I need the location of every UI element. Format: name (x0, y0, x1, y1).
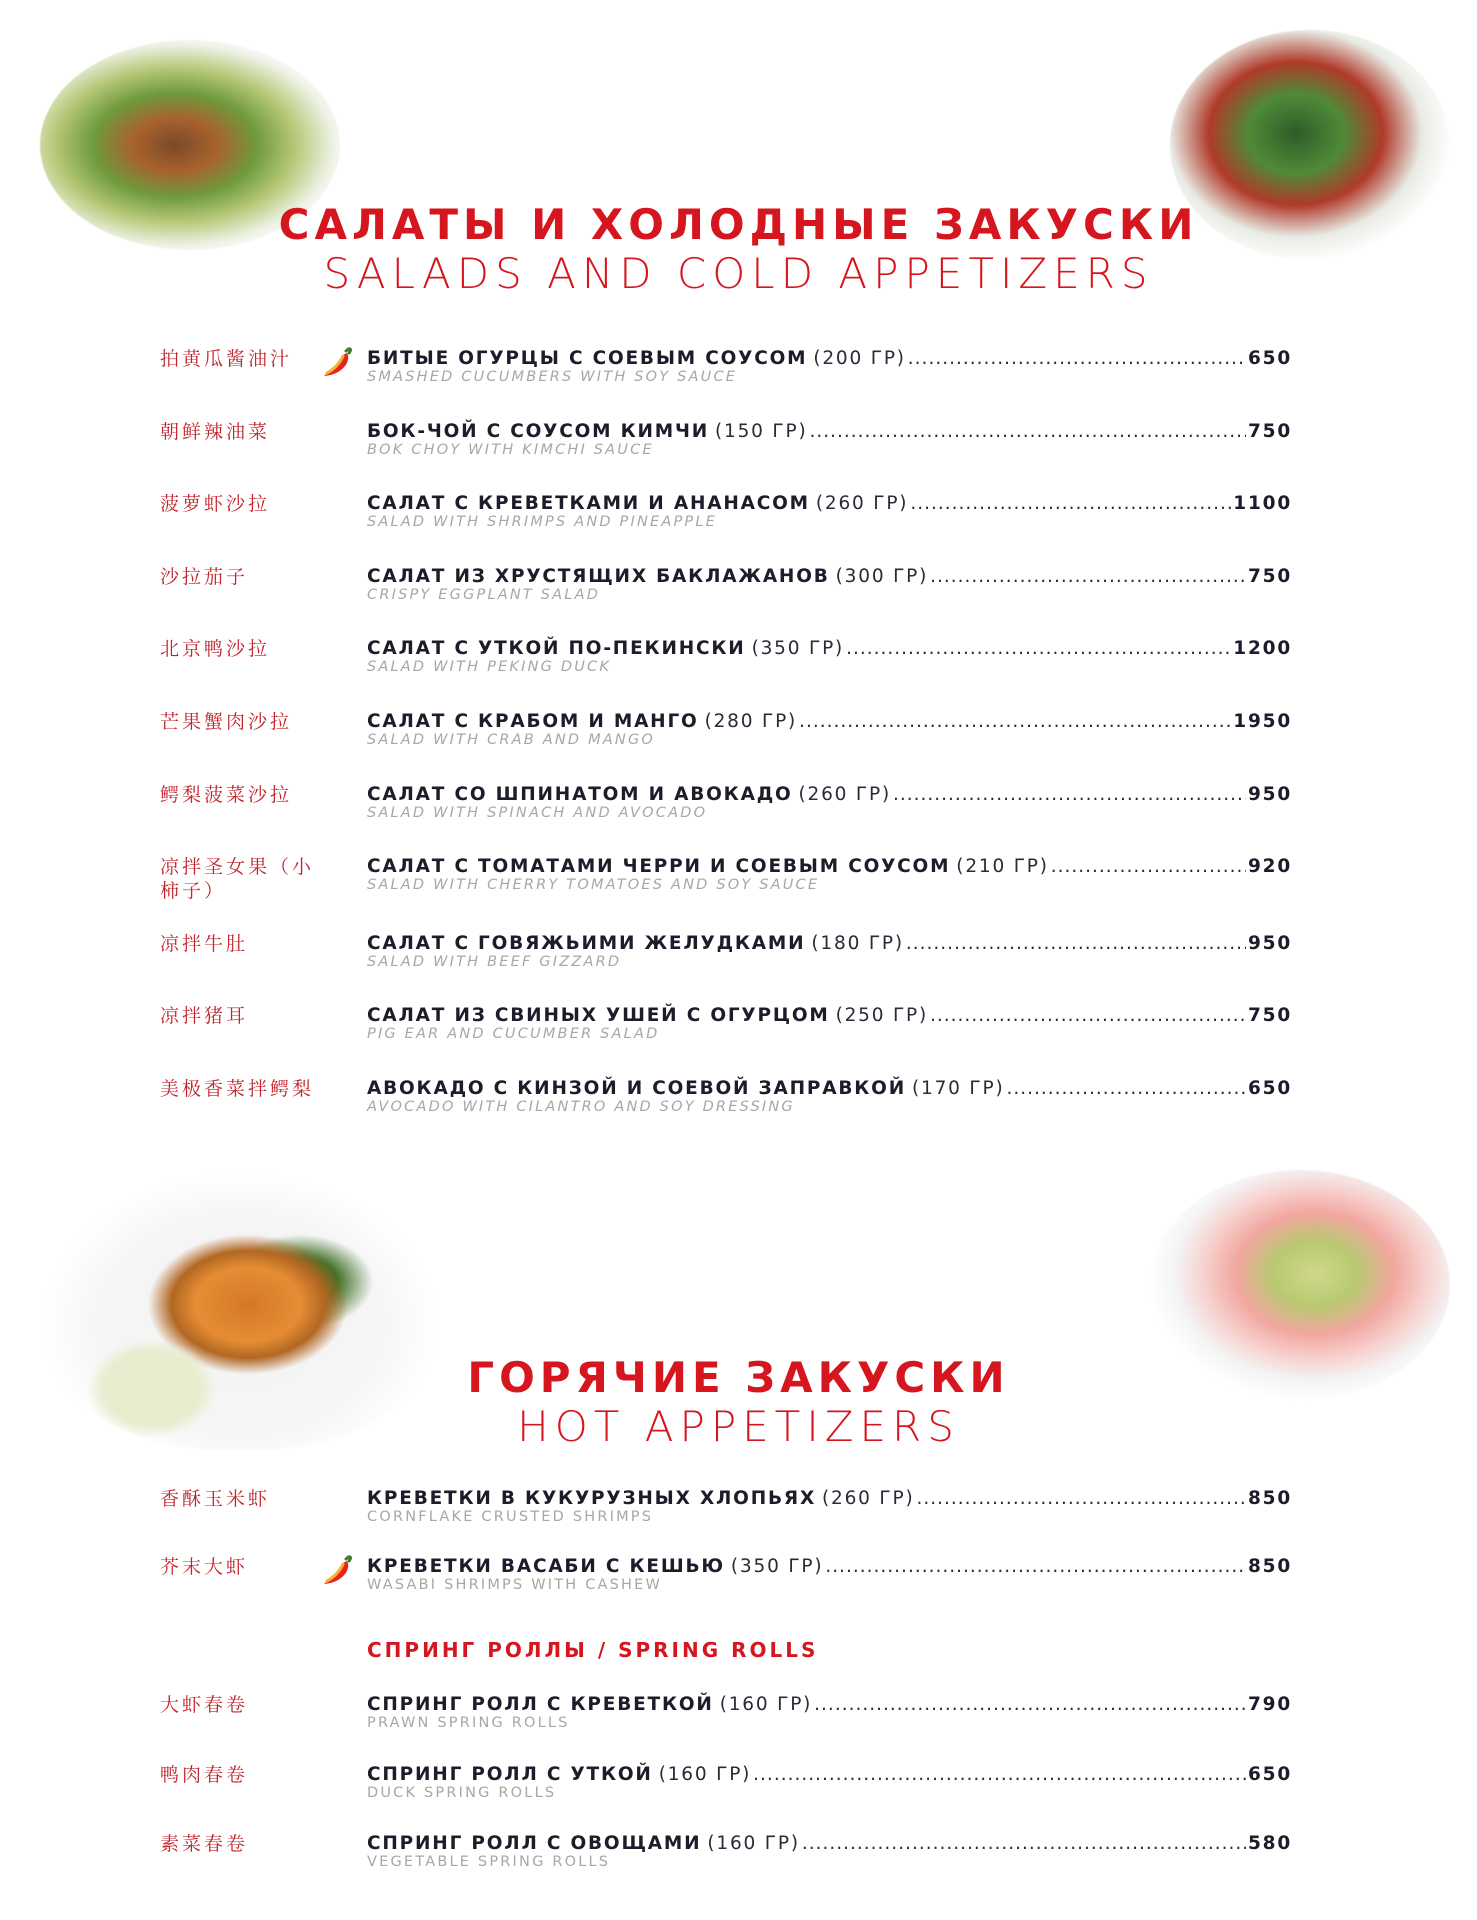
item-main-line (367, 637, 1292, 661)
item-chinese-name: 芥末大虾 (160, 1556, 249, 1578)
item-weight: (160 ГР) (707, 1833, 800, 1854)
menu-item (0, 783, 1477, 843)
dot-leader (906, 932, 1246, 956)
dot-leader (930, 565, 1246, 589)
spring-rolls-heading: СПРИНГ РОЛЛЫ / SPRING ROLLS (367, 1638, 819, 1662)
item-price: 790 (1247, 1694, 1292, 1715)
menu-item (0, 855, 1477, 915)
dot-leader (1051, 855, 1246, 879)
item-chinese-name: 凉拌牛肚 (160, 933, 249, 955)
item-weight: (260 ГР) (815, 493, 909, 514)
item-english-name: PRAWN SPRING ROLLS (367, 1715, 570, 1731)
item-english-name: SALAD WITH CHERRY TOMATOES AND SOY SAUCE (367, 877, 820, 893)
item-price: 750 (1247, 1005, 1292, 1026)
item-chinese-name: 北京鸭沙拉 (160, 638, 271, 660)
item-chinese-name: 凉拌猪耳 (160, 1005, 249, 1027)
item-price: 750 (1247, 421, 1292, 442)
item-chinese-name: 凉拌圣女果（小柿子） (160, 856, 315, 902)
item-price: 1950 (1233, 711, 1292, 732)
item-main-line (367, 932, 1292, 956)
item-weight: (280 ГР) (704, 711, 798, 732)
item-main-line (367, 420, 1292, 444)
menu-item (0, 1004, 1477, 1064)
item-chinese-name: 芒果蟹肉沙拉 (160, 711, 293, 733)
item-chinese-name: 菠萝虾沙拉 (160, 493, 271, 515)
item-weight: (250 ГР) (835, 1005, 929, 1026)
item-english-name: SMASHED CUCUMBERS WITH SOY SAUCE (367, 369, 738, 385)
item-russian-name: САЛАТ С ГОВЯЖЬИМИ ЖЕЛУДКАМИ (367, 933, 806, 954)
item-main-line (367, 783, 1292, 807)
item-price: 850 (1247, 1556, 1292, 1577)
section-title-salads (0, 200, 1477, 298)
item-price: 650 (1247, 1078, 1292, 1099)
item-english-name: CORNFLAKE CRUSTED SHRIMPS (367, 1509, 654, 1525)
item-english-name: SALAD WITH SHRIMPS AND PINEAPPLE (367, 514, 718, 530)
item-main-line (367, 855, 1292, 879)
menu-item (0, 1077, 1477, 1137)
item-chinese-name: 素菜春卷 (160, 1833, 249, 1855)
menu-item (0, 347, 1477, 407)
item-chinese-name: 朝鲜辣油菜 (160, 421, 271, 443)
item-weight: (260 ГР) (798, 784, 891, 805)
dot-leader (753, 1763, 1246, 1787)
item-chinese-name: 美极香菜拌鳄梨 (160, 1078, 315, 1100)
item-weight: (300 ГР) (835, 566, 929, 587)
item-chinese-name: 大虾春卷 (160, 1694, 249, 1716)
item-russian-name: САЛАТ С КРЕВЕТКАМИ И АНАНАСОМ (367, 493, 810, 514)
item-main-line (367, 492, 1292, 516)
item-price: 950 (1247, 933, 1292, 954)
item-main-line (367, 1693, 1292, 1717)
item-price: 650 (1247, 348, 1292, 369)
item-russian-name: БОК-ЧОЙ С СОУСОМ КИМЧИ (367, 421, 710, 442)
item-russian-name: САЛАТ С КРАБОМ И МАНГО (367, 711, 699, 732)
item-main-line (367, 1487, 1292, 1511)
item-english-name: PIG EAR AND CUCUMBER SALAD (367, 1026, 660, 1042)
item-weight: (210 ГР) (956, 856, 1049, 877)
item-russian-name: КРЕВЕТКИ В КУКУРУЗНЫХ ХЛОПЬЯХ (367, 1488, 817, 1509)
item-russian-name: САЛАТ ИЗ ХРУСТЯЩИХ БАКЛАЖАНОВ (367, 566, 830, 587)
item-main-line (367, 1763, 1292, 1787)
item-price: 950 (1247, 784, 1292, 805)
item-english-name: SALAD WITH SPINACH AND AVOCADO (367, 805, 708, 821)
dot-leader (809, 420, 1245, 444)
item-price: 750 (1247, 566, 1292, 587)
menu-item (0, 637, 1477, 697)
dot-leader (799, 710, 1231, 734)
item-russian-name: САЛАТ С УТКОЙ ПО-ПЕКИНСКИ (367, 638, 746, 659)
item-weight: (180 ГР) (811, 933, 904, 954)
item-english-name: AVOCADO WITH CILANTRO AND SOY DRESSING (367, 1099, 795, 1115)
item-weight: (200 ГР) (813, 348, 906, 369)
dot-leader (814, 1693, 1246, 1717)
item-price: 850 (1247, 1488, 1292, 1509)
item-russian-name: САЛАТ ИЗ СВИНЫХ УШЕЙ С ОГУРЦОМ (367, 1005, 830, 1026)
item-weight: (160 ГР) (658, 1764, 752, 1785)
item-weight: (150 ГР) (715, 421, 808, 442)
item-russian-name: АВОКАДО С КИНЗОЙ И СОЕВОЙ ЗАПРАВКОЙ (367, 1078, 906, 1099)
item-main-line (367, 347, 1292, 371)
item-english-name: SALAD WITH BEEF GIZZARD (367, 954, 622, 970)
item-english-name: SALAD WITH PEKING DUCK (367, 659, 612, 675)
dot-leader (846, 637, 1231, 661)
menu-item (0, 1693, 1477, 1753)
item-russian-name: СПРИНГ РОЛЛ С УТКОЙ (367, 1764, 653, 1785)
item-english-name: WASABI SHRIMPS WITH CASHEW (367, 1577, 663, 1593)
chili-pepper-icon (316, 1551, 356, 1591)
item-price: 580 (1247, 1833, 1292, 1854)
section-title-ru: САЛАТЫ И ХОЛОДНЫЕ ЗАКУСКИ (278, 200, 1199, 249)
item-russian-name: СПРИНГ РОЛЛ С КРЕВЕТКОЙ (367, 1694, 714, 1715)
item-main-line (367, 565, 1292, 589)
item-main-line (367, 1555, 1292, 1579)
item-chinese-name: 香酥玉米虾 (160, 1488, 271, 1510)
chili-pepper-icon (316, 343, 356, 383)
dot-leader (802, 1832, 1246, 1856)
item-chinese-name: 沙拉茄子 (160, 566, 249, 588)
dot-leader (916, 1487, 1245, 1511)
menu-item (0, 1763, 1477, 1823)
section-title-hot (0, 1353, 1477, 1451)
item-russian-name: САЛАТ С ТОМАТАМИ ЧЕРРИ И СОЕВЫМ СОУСОМ (367, 856, 951, 877)
menu-item (0, 1487, 1477, 1547)
item-price: 920 (1247, 856, 1292, 877)
menu-item (0, 420, 1477, 480)
dot-leader (930, 1004, 1246, 1028)
item-chinese-name: 鸭肉春卷 (160, 1764, 249, 1786)
dot-leader (908, 347, 1246, 371)
section-title-en: SALADS AND COLD APPETIZERS (323, 249, 1154, 298)
item-english-name: DUCK SPRING ROLLS (367, 1785, 557, 1801)
item-weight: (350 ГР) (730, 1556, 824, 1577)
menu-item (0, 1832, 1477, 1892)
item-weight: (160 ГР) (719, 1694, 813, 1715)
item-main-line (367, 710, 1292, 734)
menu-item (0, 565, 1477, 625)
item-weight: (260 ГР) (822, 1488, 915, 1509)
menu-item (0, 492, 1477, 552)
item-russian-name: БИТЫЕ ОГУРЦЫ С СОЕВЫМ СОУСОМ (367, 348, 808, 369)
item-chinese-name: 拍黄瓜酱油汁 (160, 348, 293, 370)
dot-leader (1006, 1077, 1246, 1101)
item-weight: (170 ГР) (912, 1078, 1005, 1099)
section-title-en: HOT APPETIZERS (517, 1402, 960, 1451)
menu-item (0, 932, 1477, 992)
item-weight: (350 ГР) (751, 638, 845, 659)
item-chinese-name: 鳄梨菠菜沙拉 (160, 784, 293, 806)
item-price: 1200 (1233, 638, 1292, 659)
item-price: 1100 (1233, 493, 1292, 514)
item-main-line (367, 1832, 1292, 1856)
item-english-name: SALAD WITH CRAB AND MANGO (367, 732, 656, 748)
item-russian-name: КРЕВЕТКИ ВАСАБИ С КЕШЬЮ (367, 1556, 725, 1577)
section-title-ru: ГОРЯЧИЕ ЗАКУСКИ (467, 1353, 1010, 1402)
item-russian-name: СПРИНГ РОЛЛ С ОВОЩАМИ (367, 1833, 702, 1854)
dot-leader (825, 1555, 1246, 1579)
dot-leader (910, 492, 1231, 516)
item-main-line (367, 1004, 1292, 1028)
item-english-name: CRISPY EGGPLANT SALAD (367, 587, 601, 603)
menu-item (0, 1555, 1477, 1615)
dot-leader (893, 783, 1246, 807)
menu-item (0, 710, 1477, 770)
item-russian-name: САЛАТ СО ШПИНАТОМ И АВОКАДО (367, 784, 793, 805)
item-price: 650 (1247, 1764, 1292, 1785)
item-english-name: VEGETABLE SPRING ROLLS (367, 1854, 611, 1870)
item-english-name: BOK CHOY WITH KIMCHI SAUCE (367, 442, 654, 458)
item-main-line (367, 1077, 1292, 1101)
